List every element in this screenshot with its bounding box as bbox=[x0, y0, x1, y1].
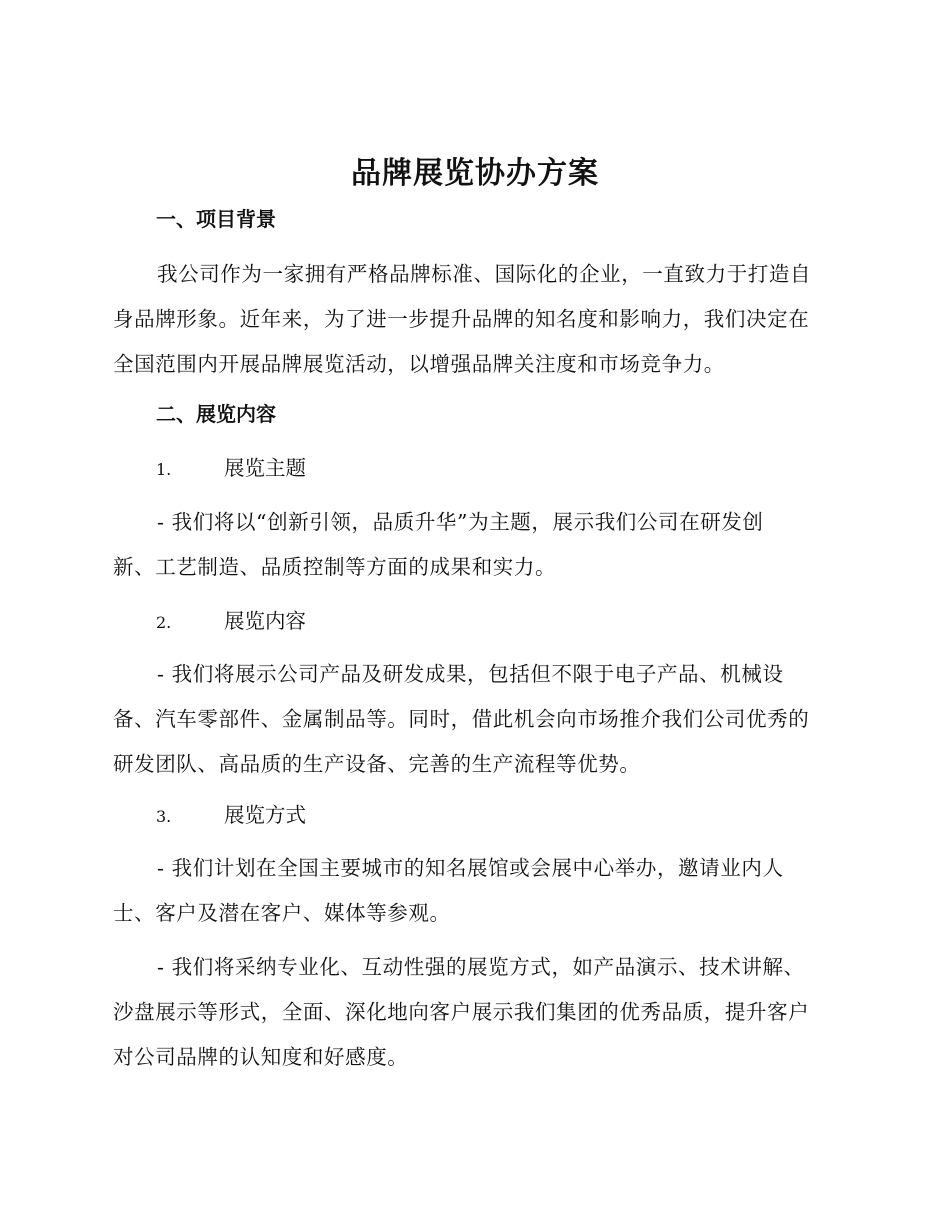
paragraph-line: 备、汽车零部件、金属制品等。同时，借此机会向市场推介我们公司优秀的 bbox=[113, 707, 810, 731]
paragraph-line: 全国范围内开展品牌展览活动，以增强品牌关注度和市场竞争力。 bbox=[113, 352, 725, 376]
paragraph-line: - 我们将展示公司产品及研发成果，包括但不限于电子产品、机械设 bbox=[157, 662, 784, 686]
item-label: 展览主题 bbox=[224, 456, 306, 480]
section-heading-background: 一、项目背景 bbox=[156, 207, 276, 231]
paragraph-line: 新、工艺制造、品质控制等方面的成果和实力。 bbox=[113, 555, 557, 579]
item-label: 展览方式 bbox=[224, 803, 306, 827]
theme-paragraph bbox=[113, 500, 835, 590]
paragraph-line: 研发团队、高品质的生产设备、完善的生产流程等优势。 bbox=[113, 752, 641, 776]
method-paragraph-1 bbox=[113, 846, 835, 936]
paragraph-line: 我公司作为一家拥有严格品牌标准、国际化的企业，一直致力于打造自 bbox=[157, 262, 812, 286]
numbered-item-theme bbox=[156, 453, 306, 485]
item-number: 3. bbox=[156, 807, 172, 826]
paragraph-line: 士、客户及潜在客户、媒体等参观。 bbox=[113, 901, 451, 925]
document-title: 品牌展览协办方案 bbox=[351, 156, 599, 191]
paragraph-line: 身品牌形象。近年来，为了进一步提升品牌的知名度和影响力，我们决定在 bbox=[113, 307, 810, 331]
paragraph-line: 对公司品牌的认知度和好感度。 bbox=[113, 1045, 409, 1069]
background-paragraph bbox=[113, 252, 835, 387]
paragraph-line: 沙盘展示等形式，全面、深化地向客户展示我们集团的优秀品质，提升客户 bbox=[113, 1000, 810, 1024]
content-paragraph bbox=[113, 652, 835, 787]
item-label: 展览内容 bbox=[224, 609, 306, 633]
paragraph-line: - 我们将以“创新引领，品质升华”为主题，展示我们公司在研发创 bbox=[157, 510, 764, 534]
item-number: 1. bbox=[156, 460, 172, 479]
numbered-item-method bbox=[156, 800, 306, 832]
paragraph-line: - 我们将采纳专业化、互动性强的展览方式，如产品演示、技术讲解、 bbox=[157, 955, 805, 979]
method-paragraph-2 bbox=[113, 945, 835, 1080]
paragraph-line: - 我们计划在全国主要城市的知名展馆或会展中心举办，邀请业内人 bbox=[157, 856, 784, 880]
section-heading-content: 二、展览内容 bbox=[156, 402, 276, 426]
item-number: 2. bbox=[156, 613, 172, 632]
numbered-item-content bbox=[156, 606, 306, 638]
